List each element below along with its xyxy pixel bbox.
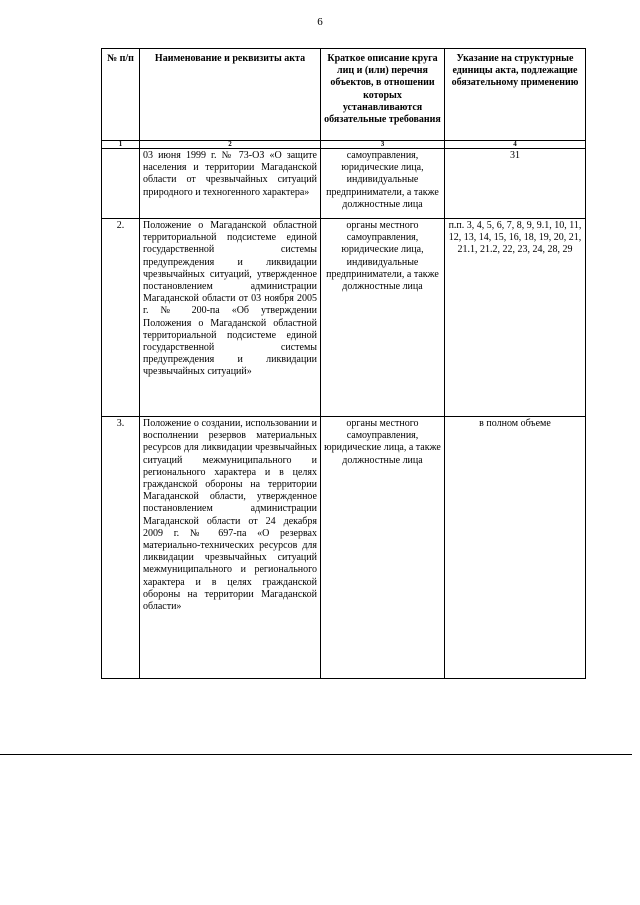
bottom-divider: [0, 754, 632, 755]
row-number: 2.: [102, 219, 140, 417]
structural-units: в полном объеме: [445, 417, 586, 679]
column-number: 2: [140, 141, 321, 149]
structural-units: п.п. 3, 4, 5, 6, 7, 8, 9, 9.1, 10, 11, 12, 13, 14, 15, 16, 18, 19, 20, 21, 21.1, 21.2, 22, 23, 24, 28, 29: [445, 219, 586, 417]
requirements-table: [101, 48, 586, 679]
row-number: 3.: [102, 417, 140, 679]
row-number: [102, 149, 140, 219]
table-row: [102, 219, 586, 417]
structural-units: 31: [445, 149, 586, 219]
act-name: Положение о создании, использовании и восполнении резервов материальных ресурсов для ликвидации чрезвычайных ситуаций межмуниципального и регионального характера и в целях гражданской обороны на территории Магаданской области, утвержденное постановлением администрации Магаданской области от 24 декабря 2009 г. № 697-па «О резервах материально-технических ресурсов для ликвидации чрезвычайных ситуаций межмуниципального и регионального характера и в целях гражданской обороны на территории Магаданской области»: [140, 417, 321, 679]
persons-description: органы местного самоуправления, юридические лица, индивидуальные предприниматели, а также должностные лица: [321, 219, 445, 417]
act-name: Положение о Магаданской областной территориальной подсистеме единой государственной системы предупреждения и ликвидации чрезвычайных ситуаций, утвержденное постановлением администрации Магаданской области от 03 ноября 2005 г. № 200-па «Об утверждении Положения о Магаданской областной территориальной подсистеме единой государственной системы предупреждения и ликвидации чрезвычайных ситуаций»: [140, 219, 321, 417]
header-structural-units: Указание на структурные единицы акта, подлежащие обязательному применению: [445, 49, 586, 141]
persons-description: самоуправления, юридические лица, индивидуальные предприниматели, а также должностные лица: [321, 149, 445, 219]
table-row: [102, 149, 586, 219]
header-number: № п/п: [102, 49, 140, 141]
table-row: [102, 417, 586, 679]
column-number-row: [102, 141, 586, 149]
header-act-name: Наименование и реквизиты акта: [140, 49, 321, 141]
persons-description: органы местного самоуправления, юридические лица, а также должностные лица: [321, 417, 445, 679]
column-number: 4: [445, 141, 586, 149]
column-number: 3: [321, 141, 445, 149]
header-persons-description: Краткое описание круга лиц и (или) перечня объектов, в отношении которых устанавливаются обязательные требования: [321, 49, 445, 141]
column-number: 1: [102, 141, 140, 149]
page-number: 6: [317, 16, 323, 28]
table-header-row: [102, 49, 586, 141]
act-name: 03 июня 1999 г. № 73-ОЗ «О защите населения и территории Магаданской области от чрезвычайных ситуаций природного и техногенного характера»: [140, 149, 321, 219]
